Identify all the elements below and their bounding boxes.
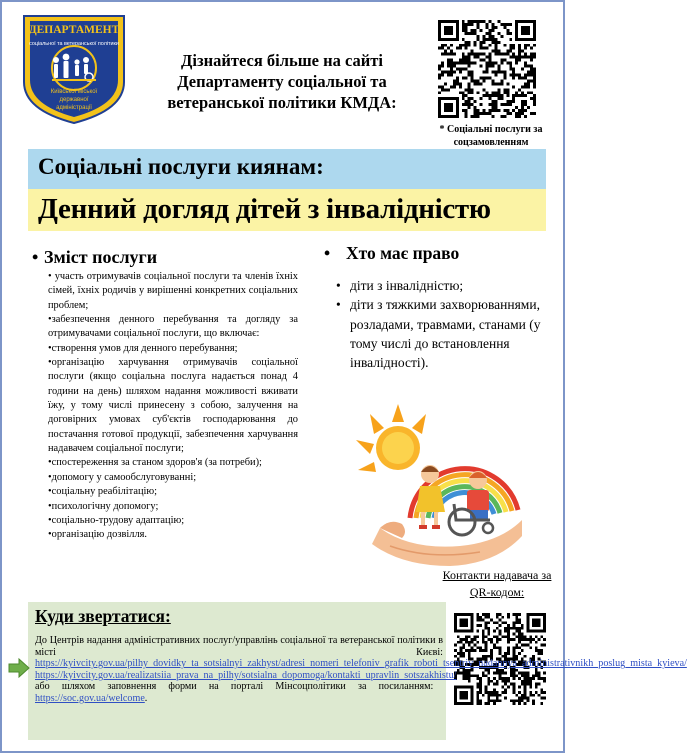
banner-top-title: Соціальні послуги киянам: xyxy=(38,154,324,179)
link-minsoc-portal[interactable]: https://soc.gov.ua/welcome xyxy=(35,692,145,704)
rights-item xyxy=(336,276,551,295)
sun-icon xyxy=(356,404,426,472)
where-end: . xyxy=(144,692,148,704)
rights-heading-bullet: • xyxy=(324,243,331,263)
content-item: •спостереження за станом здоров'я (за потреби); xyxy=(48,457,262,469)
content-item: •забезпечення денного перебування та догляду за отримувачами соціальної послуги, що включає: xyxy=(48,314,298,340)
rights-item-bullet: • xyxy=(336,278,341,293)
children-care-illustration xyxy=(350,400,526,570)
banner-bottom-title: Денний догляд дітей з інвалідністю xyxy=(38,193,491,225)
content-item: •організацію дозвілля. xyxy=(48,529,148,541)
site-heading: Дізнайтеся більше на сайті Департаменту соціальної та ветеранської політики КМДА: xyxy=(167,51,397,112)
content-list xyxy=(48,270,298,543)
rights-item-text: діти з інвалідністю; xyxy=(350,278,464,293)
rights-item-bullet: • xyxy=(336,297,341,313)
logo-bottom-line-2: державної xyxy=(59,97,89,103)
content-heading-bullet: • xyxy=(32,247,39,267)
content-heading-text: Зміст послуги xyxy=(44,247,158,267)
where-middle: або шляхом заповнення форми на порталі Мінсоцполітики за посиланням: xyxy=(35,681,434,693)
logo-bottom-line-3: адміністрації xyxy=(56,105,92,111)
link-social-protection-contacts[interactable]: https://kyivcity.gov.ua/realizatsiia_prava_na_pilhy/sotsialna_dopomoga/kontakti_upravlin_sotszakhistu/ xyxy=(35,669,457,681)
logo-top-text: ДЕПАРТАМЕНТ xyxy=(28,24,120,36)
link-cnap-addresses[interactable]: https://kyivcity.gov.ua/pilhy_dovidky_ta_sotsialnyi_zakhyst/adresi_nomeri_telefoniv_grafik_roboti_tsentriv_nadannya_administrativnikh_poslug_mista_kyieva/ xyxy=(35,658,687,670)
qr-top-caption: * Соціальні послуги за соцзамовленням xyxy=(439,124,543,148)
rights-list xyxy=(336,276,551,372)
qr-code-top[interactable] xyxy=(438,20,536,118)
logo-arc-text: соціальної та ветеранської політики xyxy=(29,41,119,47)
content-item: •створення умов для денного перебування; xyxy=(48,342,238,354)
content-item: • участь отримувачів соціальної послуги та членів їхніх сімей, їхніх родичів у вирішенні конкретних соціальних проблем; xyxy=(48,271,298,311)
hand-icon xyxy=(372,520,522,566)
content-item: •соціальну реабілітацію; xyxy=(48,486,158,498)
content-heading xyxy=(32,247,158,268)
rights-heading-text: Хто має право xyxy=(346,243,460,263)
where-intro: До Центрів надання адміністративних послуг/управлінь соціальної та ветеранської політики в місті Києві: xyxy=(35,635,443,658)
content-item: •соціально-трудову адаптацію; xyxy=(48,514,185,526)
content-item: •психологічну допомогу; xyxy=(48,500,159,512)
department-logo xyxy=(16,10,132,126)
content-item: •допомогу у самообслуговуванні; xyxy=(48,471,197,483)
arrow-right-icon xyxy=(8,658,30,678)
contacts-caption: Контакти надавача за QR-кодом: xyxy=(442,568,552,599)
where-heading: Куди звертатися: xyxy=(35,606,171,626)
rights-item xyxy=(336,295,551,372)
content-item: •організацію харчування отримувачів соціальної послуги (якщо соціальна послуга надається понад 4 години на день) шляхом надання можливості вживати їжу, у тому числі принесену з собою, залучення на договірних умовах суб'єктів господарювання до постачання готової продукції, забезпечення харчування надавачем соціальної послуги; xyxy=(48,357,298,455)
where-text xyxy=(35,635,687,705)
rights-heading xyxy=(324,243,460,264)
logo-bottom-line-1: Київської міської xyxy=(50,89,98,95)
rights-item-text: діти з тяжкими захворюваннями, розладами, травмами, станами (у тому числі до встановлення інвалідності). xyxy=(350,297,541,371)
